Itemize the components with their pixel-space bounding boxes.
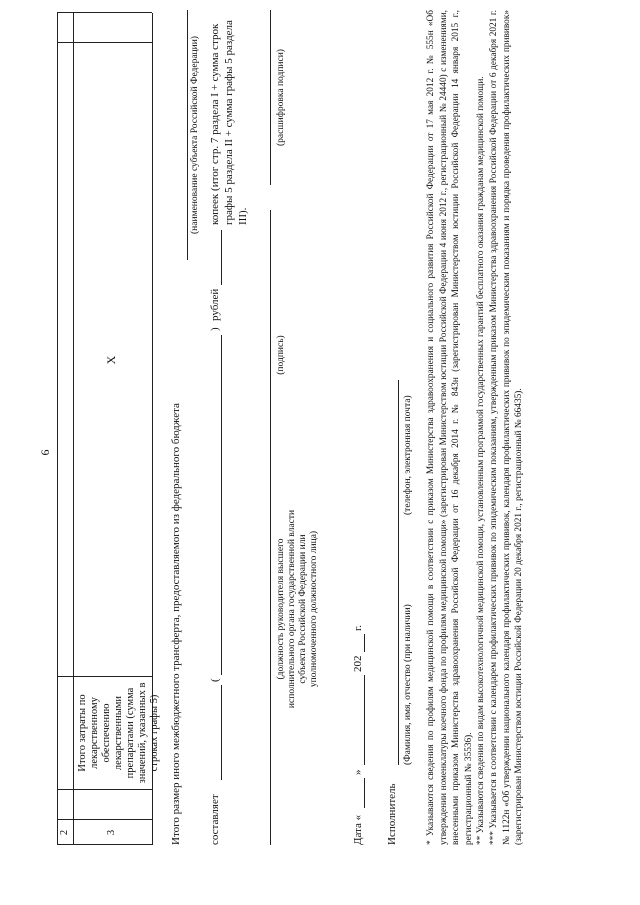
table-col-1 — [57, 819, 152, 820]
footnote-3: *** Указывается в соответствии с календарем профилактических прививок по эпидемическим показаниям, утвержденным приказом Министерства здравоохранения Российской Федерации от 6 декабря 2021 г. № 1122н «Об утверждении национального календаря профилактических прививок, календаря профилактических прививок по эпидемическим показаниям и порядка проведения профилактических прививок» (зарегистрирован Министерством юстиции Российской Федерации 20 декабря 2021 г., регистрационный № 66435). — [488, 10, 525, 845]
kopecks-label: копеек (итог стр. 7 раздела I + сумма строк графы 5 раздела II + сумма графы 5 раздела III). — [209, 20, 249, 225]
footnote-2: ** Указываются сведения по видам высокотехнологичной медицинской помощи, установленным программой государственных гарантий бесплатного оказания гражданам медицинской помощи. — [476, 76, 487, 845]
transfer-title: Итого размер иного межбюджетного трансферта, предоставляемого из федерального бюджета — [170, 403, 182, 845]
kopecks-line — [221, 230, 222, 285]
subject-name-line — [187, 10, 188, 260]
footnotes — [425, 10, 526, 845]
table-border-header — [73, 13, 74, 845]
table-col-2 — [57, 789, 152, 790]
signature-decoding-line — [270, 10, 271, 185]
amount-lead: составляет — [209, 794, 221, 845]
rubles-label: рублей — [209, 288, 221, 321]
subject-name-caption: (наименование субъекта Российской Федерации) — [190, 36, 200, 234]
row-label: Итого затраты по лекарственному обеспечению лекарственными препаратами (сумма значений, указанных в строках графы 5) — [77, 682, 160, 784]
amount-close-paren: ) — [209, 327, 221, 331]
signature-line — [270, 210, 271, 510]
signature-caption: (подпись) — [276, 335, 286, 375]
table-border-top — [57, 13, 58, 845]
date-day-line — [364, 778, 365, 808]
date-year-line — [364, 634, 365, 652]
executor-contact-line — [398, 380, 399, 535]
amount-words-line — [221, 685, 222, 780]
executor-name-caption: (Фамилия, имя, отчество (при наличии) — [403, 604, 413, 765]
signature-position-caption: (должность руководителя высшего исполнительного органа государственной власти субъекта Российской Федерации или уполномоченного должностного лица) — [276, 509, 319, 709]
date-close-quote: » — [352, 769, 364, 775]
table-col-right — [57, 12, 152, 13]
amount-open-paren: ( — [209, 678, 221, 682]
date-year-suffix: г. — [352, 624, 364, 631]
amount-digits-line — [221, 335, 222, 675]
date-month-line — [364, 675, 365, 765]
executor-contact-caption: (телефон, электронная почта) — [403, 395, 413, 515]
row-value: X — [104, 355, 118, 365]
row-number: 3 — [106, 829, 117, 836]
date-label: Дата « — [352, 814, 364, 845]
executor-name-line — [398, 535, 399, 765]
executor-label: Исполнитель — [386, 783, 398, 845]
table-col-left — [57, 844, 152, 845]
signature-position-line — [270, 510, 271, 845]
date-year-prefix: 202 — [352, 655, 364, 672]
page-number: 6 — [38, 449, 52, 456]
header-row-number: 2 — [59, 829, 70, 836]
footnote-1: * Указываются сведения по профилям медицинской помощи в соответствии с приказом Министерства здравоохранения и социального развития Российской Федерации от 17 мая 2012 г. № 555н «Об утверждении номенклатуры коечного фонда по профилям медицинской помощи» (зарегистрирован Министерством юстиции Российской Федерации 4 июня 2012 г., регистрационный № 24440) с изменениями, внесенными приказом Министерства здравоохранения Российской Федерации от 16 декабря 2014 г. № 843н (зарегистрирован Министерством юстиции Российской Федерации 14 января 2015 г., регистрационный № 35536). — [426, 10, 474, 845]
signature-decoding-caption: (расшифровка подписи) — [276, 49, 286, 146]
